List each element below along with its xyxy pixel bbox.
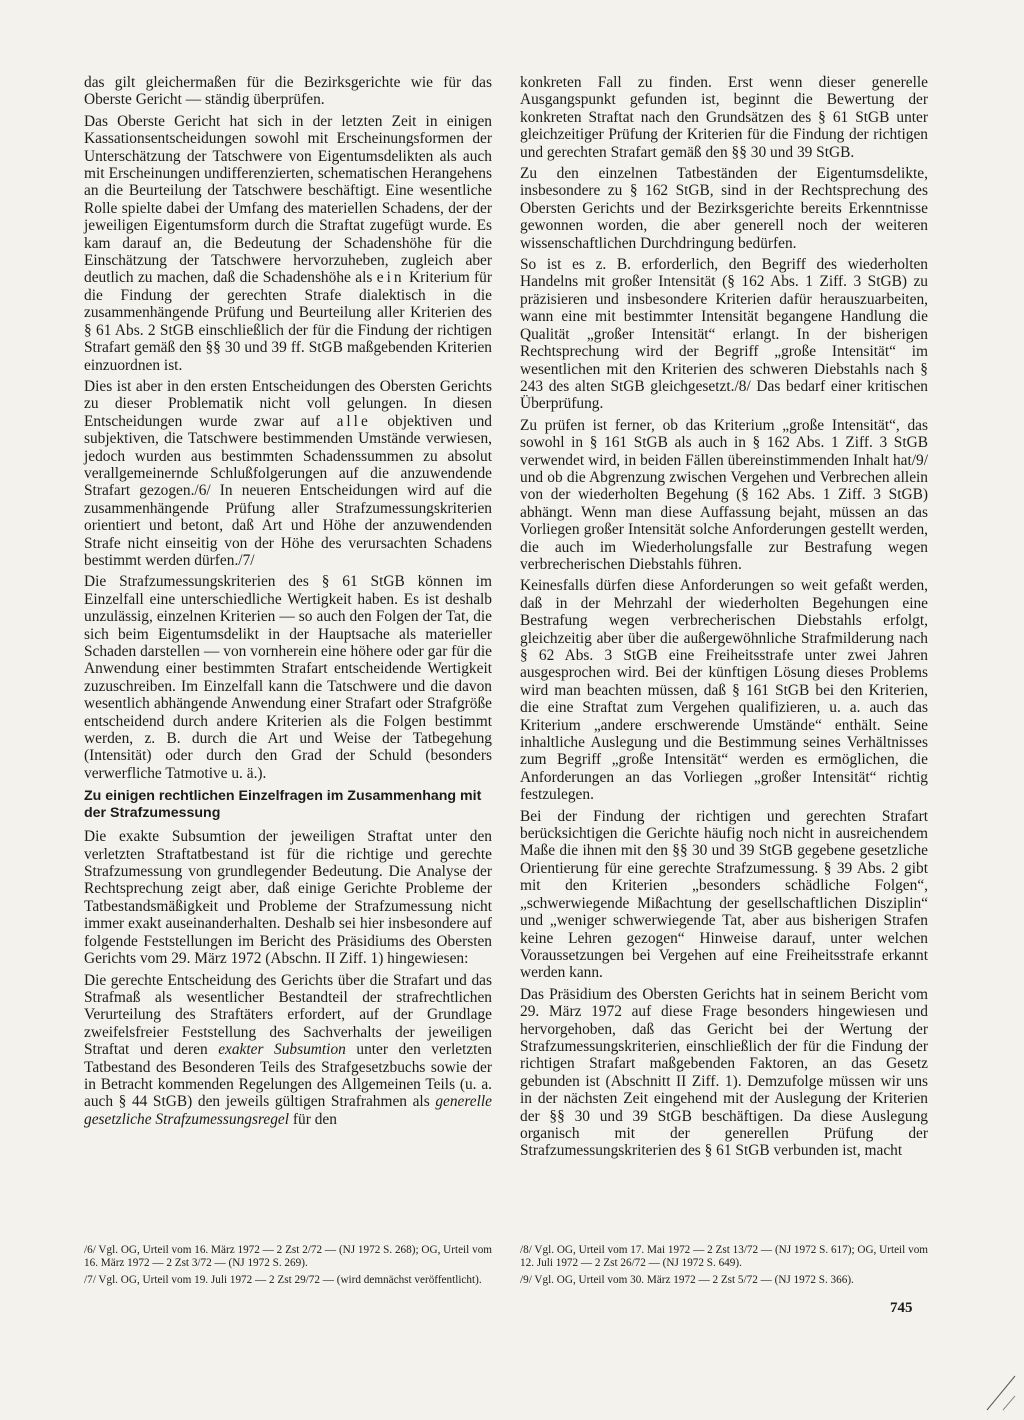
text-run: für den [292, 1110, 337, 1128]
page-corner-mark [985, 1372, 1017, 1412]
emphasis-spaced: alle [336, 412, 371, 430]
paragraph: Die Strafzumessungskriterien des § 61 StGB können im Einzelfall eine unterschiedliche Wertigkeit haben. Es ist deshalb unzulässig, einzelnen Kriterien — so auch den Folgen der Tat, die sich beim Eigentumsdelikt in der Hauptsache als materieller Schaden darstellen — von vornherein eine höhere oder gar für die Anwendung einer bestimmten Strafart entscheidende Wertigkeit zuzuschreiben. Im Einzelfall kann die Tatschwere und die davon wesentlich abhängende Anwendung einer Strafart oder Strafgröße entscheidend durch andere Kriterien als die Folgen bestimmt werden, z. B. durch die Art und Weise der Tatbegehung (Intensität) oder durch den Grad der Schuld (besonders verwerfliche Tatmotive u. ä.). [84, 573, 492, 782]
left-column [84, 74, 492, 1132]
paragraph: So ist es z. B. erforderlich, den Begriff des wiederholten Handelns mit großer Intensität (§ 162 Abs. 1 Ziff. 3 StGB) zu präzisieren und insbesondere Kriterien dafür herauszuarbeiten, wann eine mit bestimmter Intensität begangene Handlung die Qualität „großer Intensität“ erlangt. In der bisherigen Rechtsprechung wird der Begriff „große Intensität“ im wesentlichen mit den Kriterien des schweren Diebstahls nach § 243 des alten StGB gleichgesetzt./8/ Das bedarf einer kritischen Überprüfung. [520, 256, 928, 413]
emphasis-italic: generelle gesetzliche Strafzumessungsregel [84, 1093, 492, 1128]
section-heading: Zu einigen rechtlichen Einzelfragen im Zusammenhang mit der Strafzumessung [84, 788, 482, 822]
footnotes-right [520, 1244, 928, 1290]
paragraph [84, 113, 492, 374]
paragraph: das gilt gleichermaßen für die Bezirksgerichte wie für das Oberste Gericht — ständig überprüfen. [84, 74, 492, 109]
emphasis-spaced: ein [376, 269, 405, 287]
right-column [520, 74, 928, 1164]
page-number: 745 [890, 1300, 913, 1316]
paragraph: Keinesfalls dürfen diese Anforderungen so weit gefaßt werden, daß in der Mehrzahl der wiederholten Begehungen eine Bestrafung wegen verbrecherischen Diebstahls erfolgt, gleichzeitig aber über die außergewöhnliche Strafmilderung nach § 62 Abs. 3 StGB eine Freiheitsstrafe unter zwei Jahren ausgesprochen wird. Bei der künftigen Lösung dieses Problems wird man beachten müssen, daß § 161 StGB bei den Kriterien, die eine Straftat zum Vergehen qualifizieren, u. a. auch das Kriterium „andere erschwerende Umstände“ enthält. Seine inhaltliche Auslegung und die Bestimmung seines Verhältnisses zum Begriff „große Intensität“ werden es ermöglichen, die Anforderungen an das Vorliegen „großer Intensität“ richtig festzulegen. [520, 577, 928, 804]
paragraph: Zu prüfen ist ferner, ob das Kriterium „große Intensität“, das sowohl in § 161 StGB als auch in § 162 Abs. 1 Ziff. 3 StGB verwendet wird, in beiden Fällen übereinstimmenden Inhalt hat/9/ und ob die Abgrenzung zwischen Vergehen und Verbrechen allein von der wiederholten Begehung (§ 162 Abs. 1 Ziff. 3 StGB) abhängt. Wenn man diese Auffassung bejaht, müssen an das Vorliegen großer Intensität solche Anforderungen gestellt werden, die auch im Wiederholungsfalle zur Bestrafung wegen verbrecherischen Diebstahls führen. [520, 416, 928, 573]
footnotes-left [84, 1244, 492, 1290]
paragraph: Zu den einzelnen Tatbeständen der Eigentumsdelikte, insbesondere zu § 162 StGB, sind in der Rechtsprechung des Obersten Gerichts und der Bezirksgerichte bereits Erkenntnisse gewonnen worden, die aber generell noch der weiteren wissenschaftlichen Durchdringung bedürfen. [520, 165, 928, 252]
footnote: /6/ Vgl. OG, Urteil vom 16. März 1972 — 2 Zst 2/72 — (NJ 1972 S. 268); OG, Urteil vom 16. März 1972 — 2 Zst 3/72 — (NJ 1972 S. 269). [84, 1244, 492, 1270]
footnote: /8/ Vgl. OG, Urteil vom 17. Mai 1972 — 2 Zst 13/72 — (NJ 1972 S. 617); OG, Urteil vom 12. Juli 1972 — 2 Zst 26/72 — (NJ 1972 S. 649). [520, 1244, 928, 1270]
paragraph: konkreten Fall zu finden. Erst wenn dieser generelle Ausgangspunkt gefunden ist, beginnt die Bewertung der konkreten Straftat nach den Grundsätzen des § 61 StGB unter gleichzeitiger Prüfung der Kriterien für die Findung der richtigen und gerechten Strafart gemäß den §§ 30 und 39 StGB. [520, 74, 928, 161]
text-run: Dies ist aber in den ersten Entscheidungen des Obersten Gerichts zu dieser Problematik nicht voll gelungen. In diesen Entscheidungen wurde zwar auf [84, 377, 492, 430]
text-run: objektiven und subjektiven, die Tatschwere bestimmenden Umstände verwiesen, jedoch wurden aus bestimmten Schadenssummen zu absolut verallgemeinernde Schlußfolgerungen auf die anzuwendende Strafart gezogen./6/ In neueren Entscheidungen wird auf die zusammenhängende Prüfung aller Strafzumessungskriterien orientiert und betont, daß Art und Höhe der anzuwendenden Strafe nicht einseitig von der Höhe des verursachten Schadens bestimmt werden dürfen./7/ [84, 412, 492, 569]
footnote: /7/ Vgl. OG, Urteil vom 19. Juli 1972 — 2 Zst 29/72 — (wird demnächst veröffentlicht). [84, 1273, 482, 1286]
paragraph: Bei der Findung der richtigen und gerechten Strafart berücksichtigen die Gerichte häufig noch nicht in ausreichendem Maße die ihnen mit den §§ 30 und 39 StGB gegebene gesetzliche Orientierung für eine gerechte Strafzumessung. § 39 Abs. 2 gibt mit den Kriterien „besonders schädliche Folgen“, „schwerwiegende Mißachtung der gesellschaftlichen Disziplin“ und „weniger schwerwiegende Tat, aber aus bisherigen Strafen keine Lehren gezogen“ Hinweise darauf, unter welchen Voraussetzungen bei Vergehen auf eine Freiheitsstrafe erkannt werden kann. [520, 807, 928, 982]
paragraph [84, 378, 492, 569]
paragraph [84, 972, 492, 1129]
paragraph: Die exakte Subsumtion der jeweiligen Straftat unter den verletzten Straftatbestand ist für die richtige und gerechte Strafzumessung von grundlegender Bedeutung. Die Analyse der Rechtsprechung zeigt aber, daß einige Gerichte Probleme der Tatbestandsmäßigkeit und Probleme der Strafzumessung nicht immer exakt auseinanderhalten. Deshalb sei hier insbesondere auf folgende Feststellungen im Bericht des Präsidiums des Obersten Gerichts vom 29. März 1972 (Abschn. II Ziff. 1) hingewiesen: [84, 828, 492, 968]
paragraph: Das Präsidium des Obersten Gerichts hat in seinem Bericht vom 29. März 1972 auf diese Frage besonders hingewiesen und hervorgehoben, daß das Gericht bei der Wertung der Strafzumessungskriterien, einschließlich der für die Findung der richtigen Strafart maßgebenden Faktoren, an das Gesetz gebunden ist (Abschnitt II Ziff. 1). Demzufolge müssen wir uns in der nächsten Zeit eingehend mit der Auslegung der Kriterien der §§ 30 und 39 StGB beschäftigen. Da diese Auslegung organisch mit der generellen Prüfung der Strafzumessungskriterien des § 61 StGB verbunden ist, macht [520, 985, 928, 1160]
footnote: /9/ Vgl. OG, Urteil vom 30. März 1972 — 2 Zst 5/72 — (NJ 1972 S. 366). [520, 1273, 854, 1286]
text-run: Die gerechte Entscheidung des Gerichts über die Strafart und das Strafmaß als wesentlicher Bestandteil der strafrechtlichen Verurteilung des Straftäters erfordert, auf der Grundlage zweifelsfreier Feststellung des Sachverhalts der jeweiligen Straftat und deren [84, 971, 492, 1059]
text-run: unter den verletzten Tatbestand des Besonderen Teils des Strafgesetzbuchs sowie der in Betracht kommenden Regelungen des Allgemeinen Teils (u. a. auch § 44 StGB) den jeweils gültigen Strafrahmen als [84, 1041, 492, 1111]
text-run: Kriterium für die Findung der gerechten Strafe dialektisch in die zusammenhängende Prüfung und Beurteilung aller Kriterien des § 61 Abs. 2 StGB einschließlich der für die Findung der richtigen Strafart gemäß den §§ 30 und 39 ff. StGB maßgebenden Kriterien einzuordnen ist. [84, 269, 492, 374]
emphasis-italic: exakter Subsumtion [218, 1041, 346, 1059]
text-run: Das Oberste Gericht hat sich in der letzten Zeit in einigen Kassationsentscheidungen sowohl mit Erscheinungsformen der Unterschätzung der Tatschwere von Eigentumsdelikten als auch mit Erscheinungen undifferenzierten, schematischen Herangehens an die Beurteilung der Tatschwere beschäftigt. Eine wesentliche Rolle spielte dabei der Umfang des materiellen Schadens, der der jeweiligen Eigentumsform durch die Straftat zugefügt wurde. Es kam darauf an, die Bedeutung der Schadenshöhe für die Einschätzung der Tatschwere hervorzuheben, zugleich aber deutlich zu machen, daß die Schadenshöhe als [84, 112, 492, 287]
